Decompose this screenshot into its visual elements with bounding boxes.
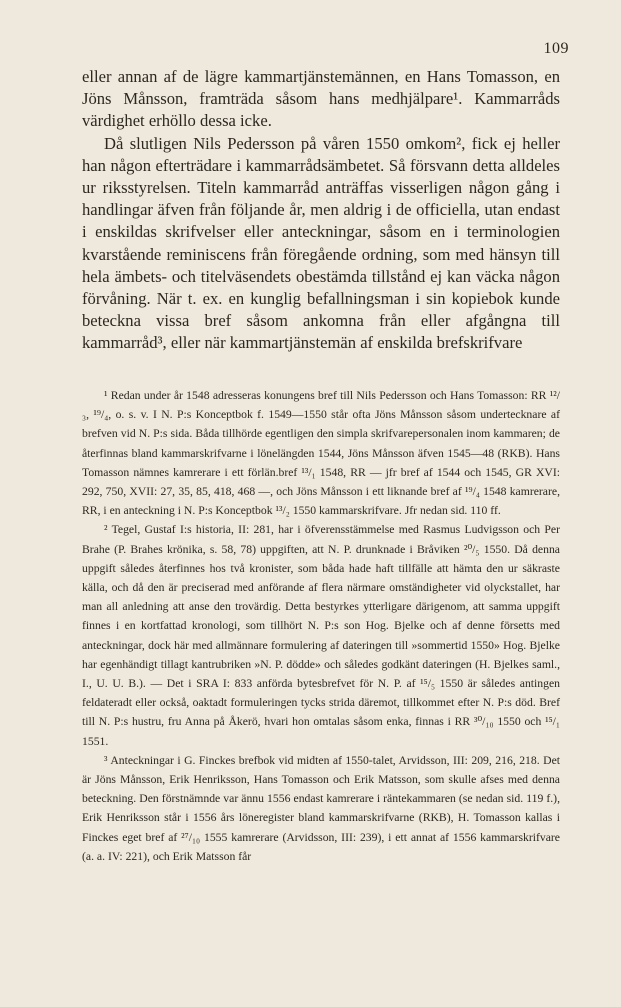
paragraph-2: Då slutligen Nils Pedersson på våren 1550 omkom², fick ej heller han någon efterträdare i kammarrådsämbetet. Så försvann detta alldeles ur riksstyrelsen. Titeln kammarråd anträffas visserligen någon gång i handlingar äfven från följande år, men aldrig i de officiella, utan endast i enskildas skrifvelser eller anteckningar, såsom en i terminologien kvarstående reminiscens från föregående ordning, som med hänsyn till hela ämbets- och titelväsendets obestämda tillstånd ej kan väcka någon förvåning. När t. ex. en kunglig befallningsman i sin kopiebok kunde beteckna vissa bref såsom ankomna från eller afgångna till kammarråd³, eller när kammartjänstemän af enskilda brefskrifvare [82, 133, 560, 353]
page-number: 109 [543, 40, 569, 57]
footnote-3: ³ Anteckningar i G. Finckes brefbok vid midten af 1550-talet, Arvidsson, III: 209, 216, 218. Det är Jöns Månsson, Erik Henriksson, Hans Tomasson och Erik Matsson, som skulle afses med denna beteckning. Den förstnämnde var ännu 1556 endast kamrerare i räntekammaren (se nedan sid. 119 f.), Erik Henriksson står i 1556 års löneregister bland kammarskrifvarne (RKB), H. Tomasson kallas i Finckes eget bref af ²⁷/₁₀ 1555 kamrerare (Arvidsson, III: 239), i ett annat af 1556 kammarskrifvare (a. a. IV: 221), och Erik Matsson får [82, 753, 560, 863]
footnote-2: ² Tegel, Gustaf I:s historia, II: 281, har i öfverensstämmelse med Rasmus Ludvigsson och Per Brahe (P. Brahes krönika, s. 58, 78) uppgiften, att N. P. drunknade i Bråviken ²⁰/₅ 1550. Då denna uppgift således återfinnes hos två kronister, som båda hade haft tillfälle att hämta den ur säkraste källa, och då den är preciserad med anförande af flera närmare omständigheter vid olyckstallet, har man all anledning att anse den trovärdig. Detta bestyrkes ytterligare därigenom, att samma uppgift finnes i en kortfattad kronologi, som tillhört N. P:s son Hog. Bjelke och af denne försetts med anteckningar, dock här med allmännare formulering af dateringen till »sommertid 1550» Hog. Bjelke har egenhändigt tillagt kantrubriken »N. P. dödde» och således godkänt dateringen (H. Bjelkes saml., I., U. U. B.). — Det i SRA I: 833 anförda bytesbrefvet för N. P. af ¹⁵/₅ 1550 är således antingen feldateradt eller också, oaktadt formuleringen tycks strida däremot, tillkommet efter N. P:s död. Bref till N. P:s hustru, fru Anna på Åkerö, hvari hon omtalas såsom enka, finnas i RR ³⁰/₁₀ 1550 och ¹⁵/₁ 1551. [82, 523, 560, 748]
footnote-1: ¹ Redan under år 1548 adresseras konungens bref till Nils Pedersson och Hans Tomasson: RR ¹²/₃, ¹⁹/₄, o. s. v. I N. P:s Konceptbok f. 1549—1550 står ofta Jöns Månsson såsom undertecknare af brefven vid N. P:s sida. Båda tillhörde egentligen den simpla skrifvarepersonalen inom kammaren; de återfinnas bland kammarskrifvarne i lönelängden 1544, Jöns Månsson äfven 1545—48 (RKB). Hans Tomasson nämnes kamrerare i ett förlän.bref ¹³/₁ 1548, RR — jfr bref af 1544 och 1545, GR XVI: 292, 750, XVII: 27, 35, 85, 418, 468 —, och Jöns Månsson i ett liknande bref af ¹⁹/₄ 1548 kamrerare, RR, i en anteckning i N. P:s Konceptbok ¹³/₂ 1550 kammarskrifvare. Jfr nedan sid. 110 ff. [82, 389, 560, 518]
main-text [82, 66, 560, 355]
paragraph-1: eller annan af de lägre kammartjänstemännen, en Hans Tomasson, en Jöns Månsson, framträda såsom hans medhjälpare¹. Kammarråds värdighet erhöllo dessa icke. [82, 67, 560, 131]
footnotes [82, 386, 560, 866]
